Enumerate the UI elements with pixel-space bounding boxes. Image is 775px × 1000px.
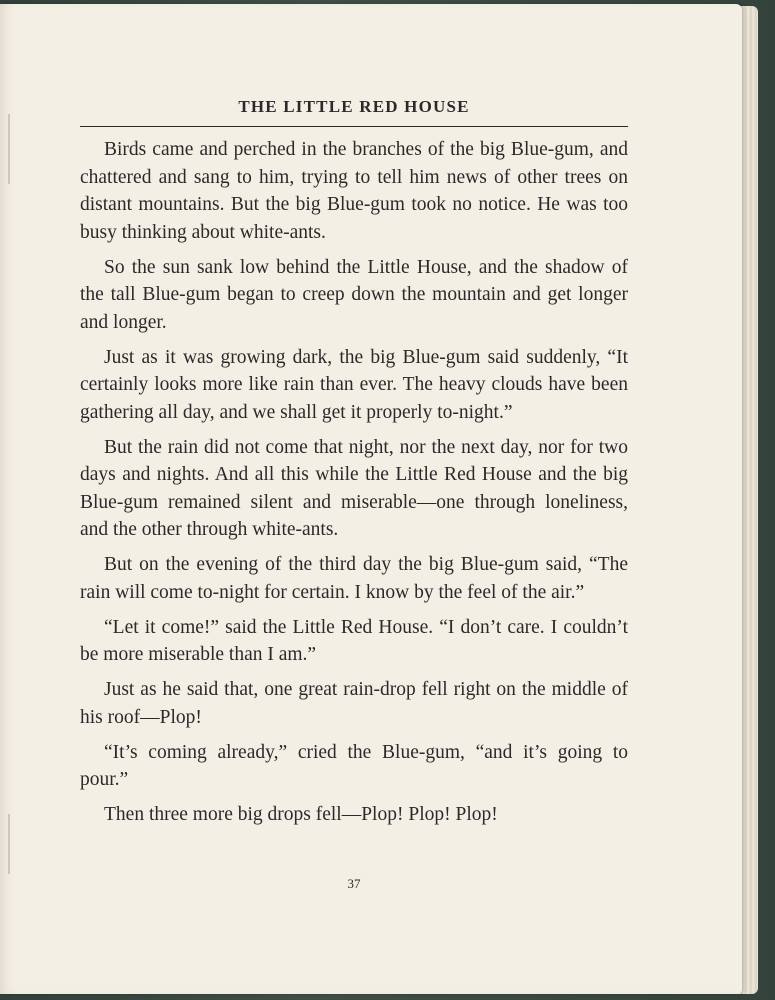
page-number: 37	[347, 876, 361, 891]
book-page	[0, 4, 742, 994]
paragraph: But the rain did not come that night, nor the next day, nor for two days and nights. And all this while the Little Red House and the big Blue-gum remained silent and miserable—one through loneliness, and the other through white-ants.	[80, 436, 628, 540]
running-head: THE LITTLE RED HOUSE	[238, 97, 470, 116]
paragraph: Just as it was growing dark, the big Blue-gum said suddenly, “It certainly looks more like rain than ever. The heavy clouds have been gathering all day, and we shall get it properly to-night.”	[80, 346, 628, 423]
paragraph: “It’s coming already,” cried the Blue-gum, “and it’s going to pour.”	[80, 741, 628, 790]
paragraph: “Let it come!” said the Little Red House. “I don’t care. I couldn’t be more miserable than I am.”	[80, 616, 628, 665]
paragraph: Birds came and perched in the branches of the big Blue-gum, and chattered and sang to him, trying to tell him news of other trees on distant mountains. But the big Blue-gum took no notice. He was too busy thinking about white-ants.	[80, 139, 628, 243]
gutter-mark	[8, 114, 10, 184]
header-rule	[80, 126, 628, 127]
body-text	[80, 136, 628, 836]
paragraph: Just as he said that, one great rain-drop fell right on the middle of his roof—Plop!	[80, 679, 628, 728]
paragraph: So the sun sank low behind the Little House, and the shadow of the tall Blue-gum began to creep down the mountain and get longer and longer.	[80, 256, 628, 333]
gutter-mark	[8, 814, 10, 874]
paragraph: But on the evening of the third day the big Blue-gum said, “The rain will come to-night for certain. I know by the feel of the air.”	[80, 554, 628, 603]
paragraph: Then three more big drops fell—Plop! Plop! Plop!	[104, 804, 498, 825]
